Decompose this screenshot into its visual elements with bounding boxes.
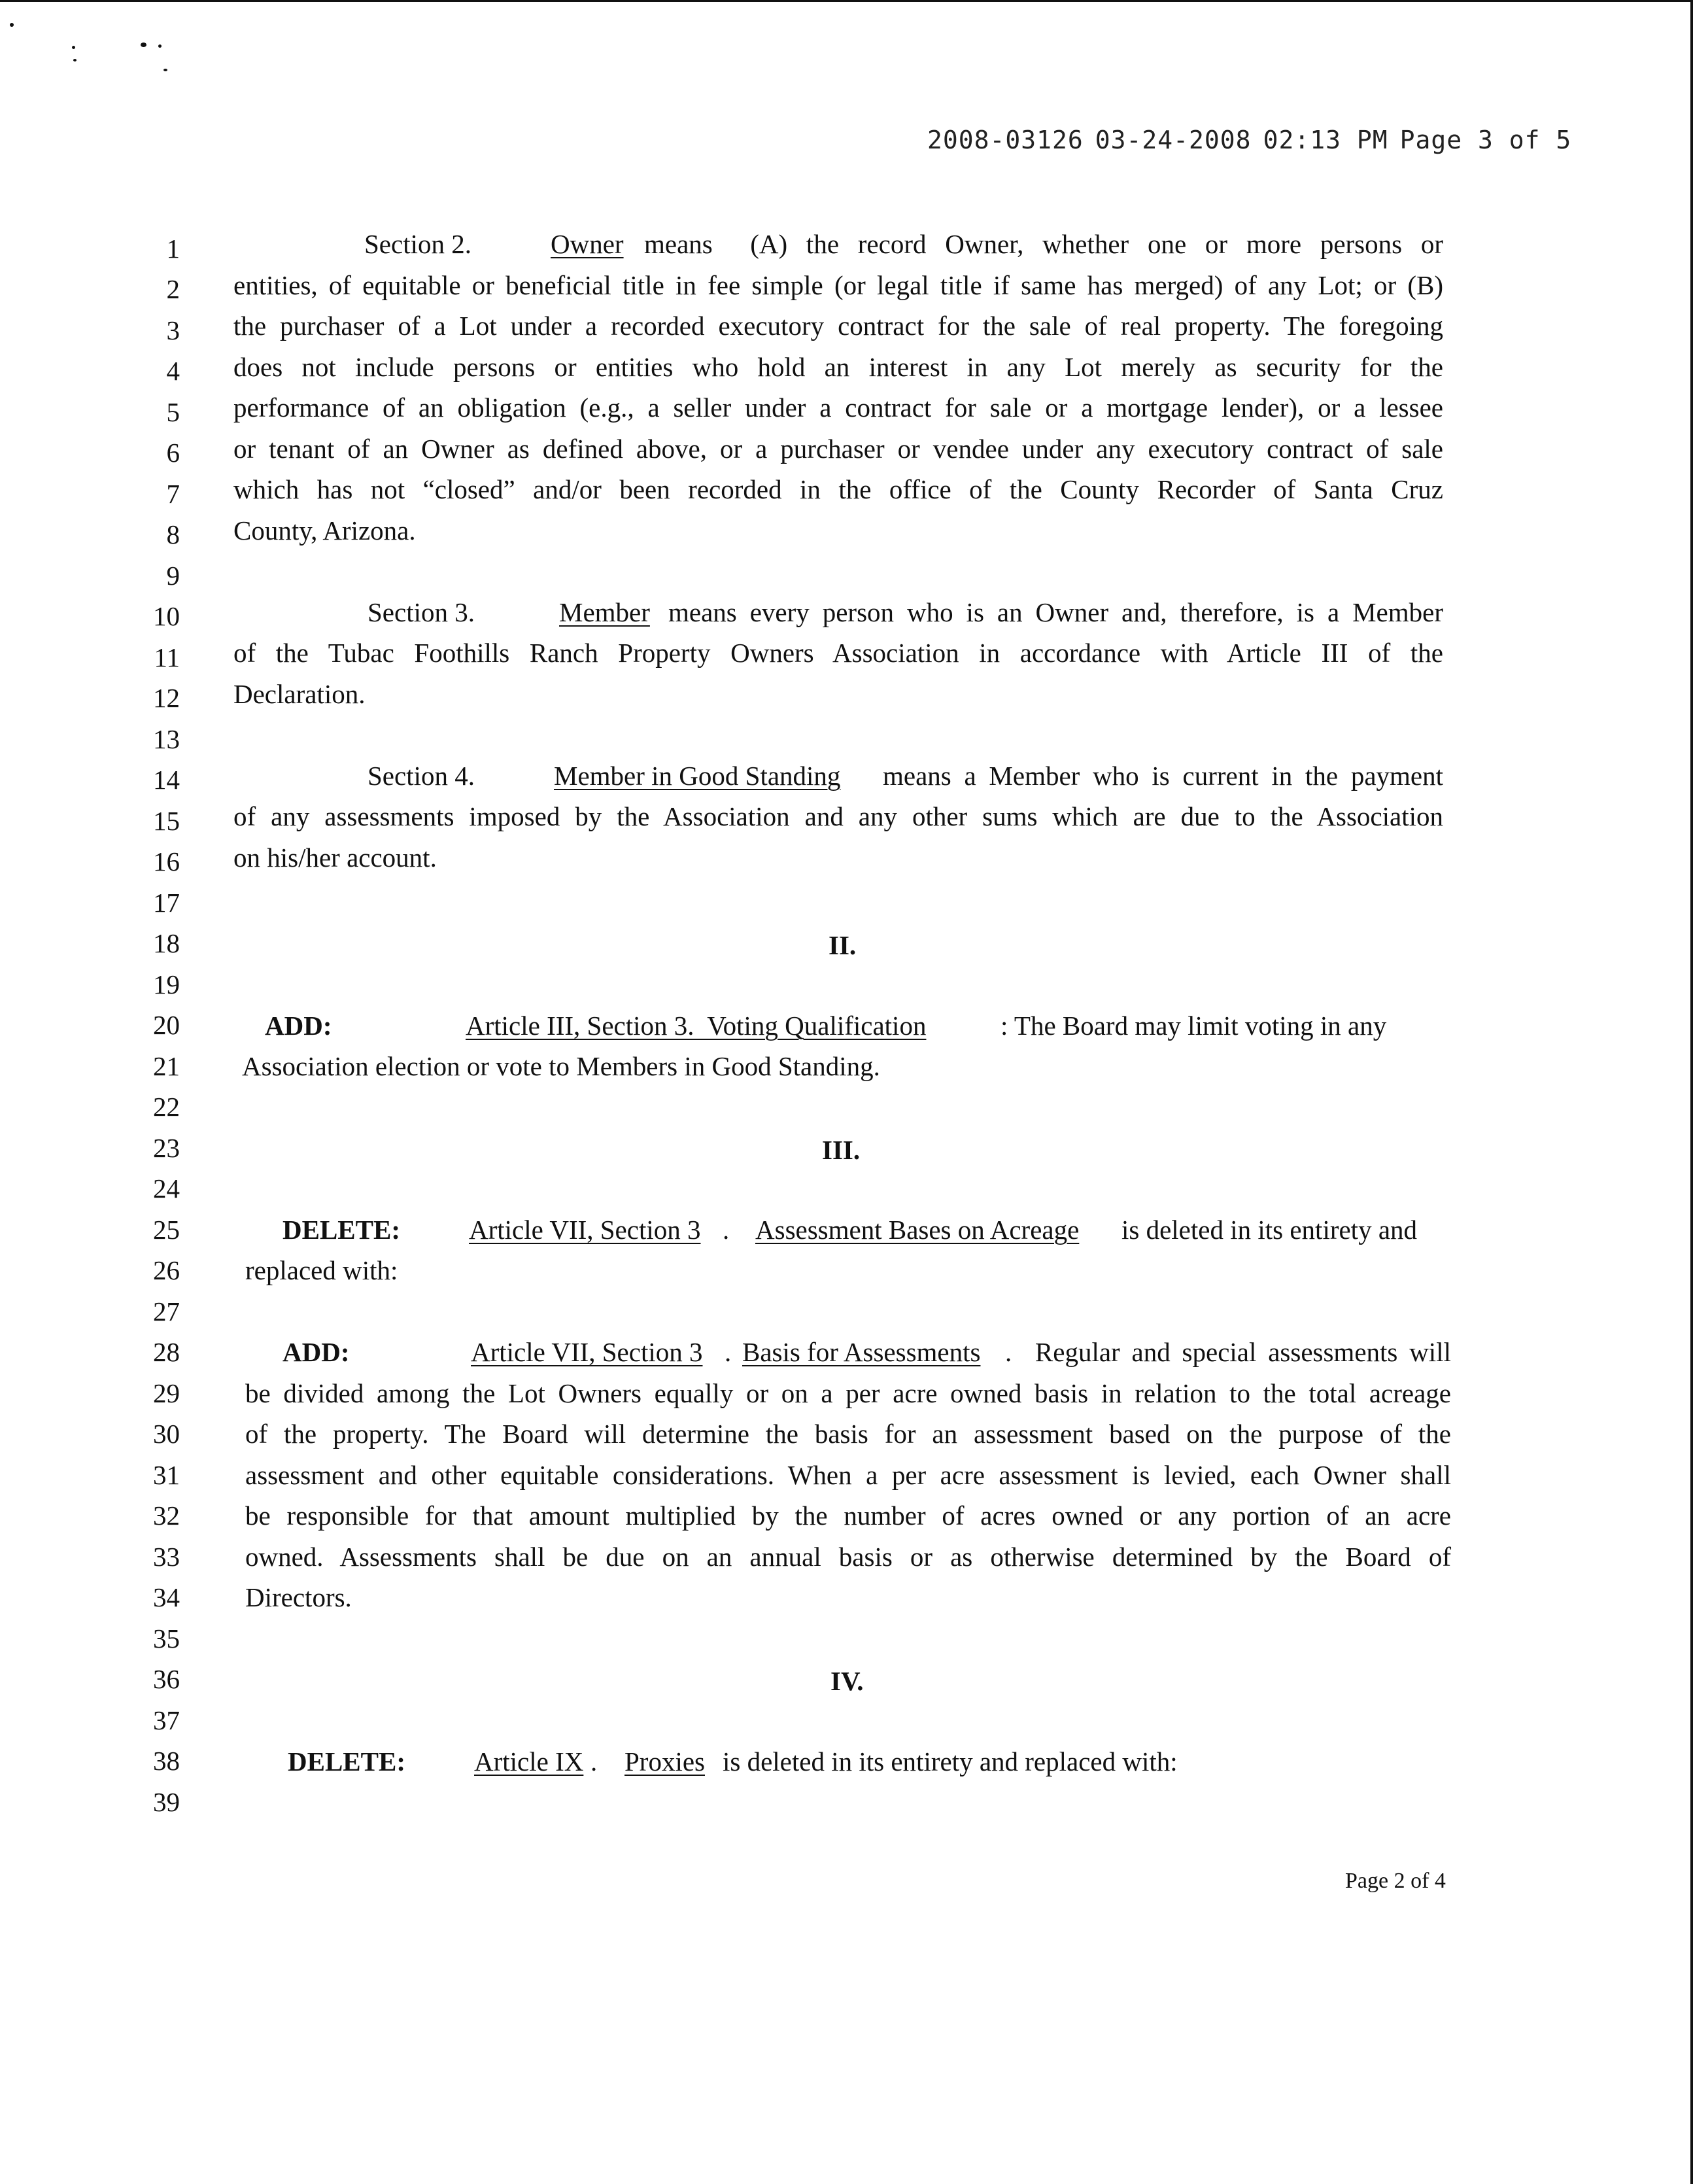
line-number: 22 [153,1092,180,1122]
part-3-add-reference: Article VII, Section 3 [471,1337,703,1367]
section-4-line-3: on his/her account. [233,842,437,873]
line-number: 7 [166,479,180,509]
scan-border-top [0,0,1693,2]
fax-page: Page 3 of 5 [1399,126,1572,154]
section-4-label: Section 4. [368,761,475,791]
section-2-line-7: which has not “closed” and/or been recorded in the office of the County Recorder of Santa Cruz [233,474,1443,504]
fax-doc-number: 2008-03126 [927,126,1084,154]
part-3-add-action: ADD: [282,1337,350,1367]
part-3-add-line-4: assessment and other equitable considerations. When a per acre assessment is levied, each Owner shall [245,1460,1451,1490]
line-number: 27 [153,1296,180,1326]
scan-border-right [1690,0,1693,2184]
line-number: 4 [166,356,180,386]
line-number: 33 [153,1542,180,1572]
part-3-add-line-6: owned. Assessments shall be due on an annual basis or as otherwise determined by the Board of [245,1542,1451,1572]
line-number: 24 [153,1173,180,1204]
section-3-line-2: of the Tubac Foothills Ranch Property Owners Association in accordance with Article III of the [233,638,1443,668]
line-number: 14 [153,765,180,795]
line-number: 8 [166,519,180,549]
line-number: 37 [153,1705,180,1735]
part-2-line-2: Association election or vote to Members in Good Standing. [242,1051,880,1081]
part-3-numeral: III. [822,1135,861,1165]
part-2-numeral: II. [829,930,857,960]
line-number: 32 [153,1500,180,1531]
line-number: 39 [153,1787,180,1817]
line-number: 3 [166,315,180,345]
line-number: 19 [153,969,180,999]
line-number: 2 [166,274,180,304]
part-4-reference: Article IX [474,1746,584,1777]
fax-header [927,126,1583,154]
line-number: 26 [153,1255,180,1285]
part-4-title: Proxies [624,1746,705,1777]
section-4-line-2: of any assessments imposed by the Association and any other sums which are due to the Association [233,801,1443,831]
line-number: 38 [153,1746,180,1776]
line-number: 12 [153,683,180,713]
section-2-line-3: the purchaser of a Lot under a recorded executory contract for the sale of real property. The foregoing [233,311,1443,341]
page-footer: Page 2 of 4 [1345,1869,1446,1893]
fax-time: 02:13 PM [1263,126,1388,154]
line-number: 1 [166,234,180,264]
part-3-delete-line-2: replaced with: [245,1255,398,1285]
part-3-delete-title: Assessment Bases on Acreage [755,1215,1080,1245]
line-number: 30 [153,1419,180,1449]
section-3-term: Member [559,597,650,627]
part-4-action: DELETE: [288,1746,405,1777]
section-2-line-4: does not include persons or entities who hold an interest in any Lot merely as security for the [233,352,1443,382]
part-2-action: ADD: [265,1011,332,1041]
line-number: 17 [153,888,180,918]
part-2-line-1: : The Board may limit voting in any [1000,1011,1387,1041]
part-4-numeral: IV. [830,1666,864,1696]
line-number: 31 [153,1460,180,1490]
section-2-line-8: County, Arizona. [233,515,416,546]
line-number: 25 [153,1215,180,1245]
section-2-line-6: or tenant of an Owner as defined above, or a purchaser or vendee under any executory contract of sale [233,434,1443,464]
part-3-add-line-7: Directors. [245,1582,352,1612]
section-2-term: Owner [551,229,624,259]
part-3-add-rest: . Regular and special assessments will [1005,1337,1451,1367]
line-number: 34 [153,1582,180,1612]
section-4-line-1: means a Member who is current in the payment [883,761,1443,791]
part-3-delete-action: DELETE: [282,1215,400,1245]
section-2-label: Section 2. [364,229,471,259]
line-number: 6 [166,438,180,468]
line-number: 15 [153,806,180,836]
section-3-line-1: means every person who is an Owner and, therefore, is a Member [668,597,1443,627]
line-number: 29 [153,1378,180,1408]
line-number: 16 [153,846,180,876]
section-3-label: Section 3. [368,597,475,627]
line-number: 21 [153,1051,180,1081]
part-3-add-separator: . [725,1337,732,1367]
part-3-add-line-3: of the property. The Board will determine the basis for an assessment based on the purpose of the [245,1419,1451,1449]
line-number: 20 [153,1010,180,1040]
line-number: 36 [153,1664,180,1694]
line-number: 28 [153,1337,180,1367]
section-2-line-5: performance of an obligation (e.g., a seller under a contract for sale or a mortgage lender), or a lessee [233,392,1443,423]
line-number: 5 [166,397,180,427]
part-3-add-line-5: be responsible for that amount multiplied by the number of acres owned or any portion of an acre [245,1500,1451,1531]
section-2-line-1: means (A) the record Owner, whether one or more persons or [644,229,1443,259]
section-2-line-2: entities, of equitable or beneficial title in fee simple (or legal title if same has merged) of any Lot; or (B) [233,270,1443,300]
line-number: 9 [166,561,180,591]
part-3-add-line-2: be divided among the Lot Owners equally or on a per acre owned basis in relation to the total acreage [245,1378,1451,1408]
line-number: 10 [153,601,180,631]
line-number: 18 [153,928,180,958]
part-2-reference: Article III, Section 3. Voting Qualification [466,1011,927,1041]
line-number: 11 [154,642,180,672]
part-3-add-title: Basis for Assessments [742,1337,981,1367]
part-4-separator: . [590,1746,598,1777]
line-number: 13 [153,724,180,754]
part-3-delete-separator: . [723,1215,730,1245]
part-3-delete-reference: Article VII, Section 3 [469,1215,701,1245]
line-number: 23 [153,1133,180,1163]
line-number: 35 [153,1623,180,1654]
part-4-rest: is deleted in its entirety and replaced with: [723,1746,1178,1777]
part-3-delete-rest: is deleted in its entirety and [1121,1215,1418,1245]
section-4-term: Member in Good Standing [554,761,841,791]
section-3-line-3: Declaration. [233,679,366,709]
fax-date: 03-24-2008 [1095,126,1252,154]
